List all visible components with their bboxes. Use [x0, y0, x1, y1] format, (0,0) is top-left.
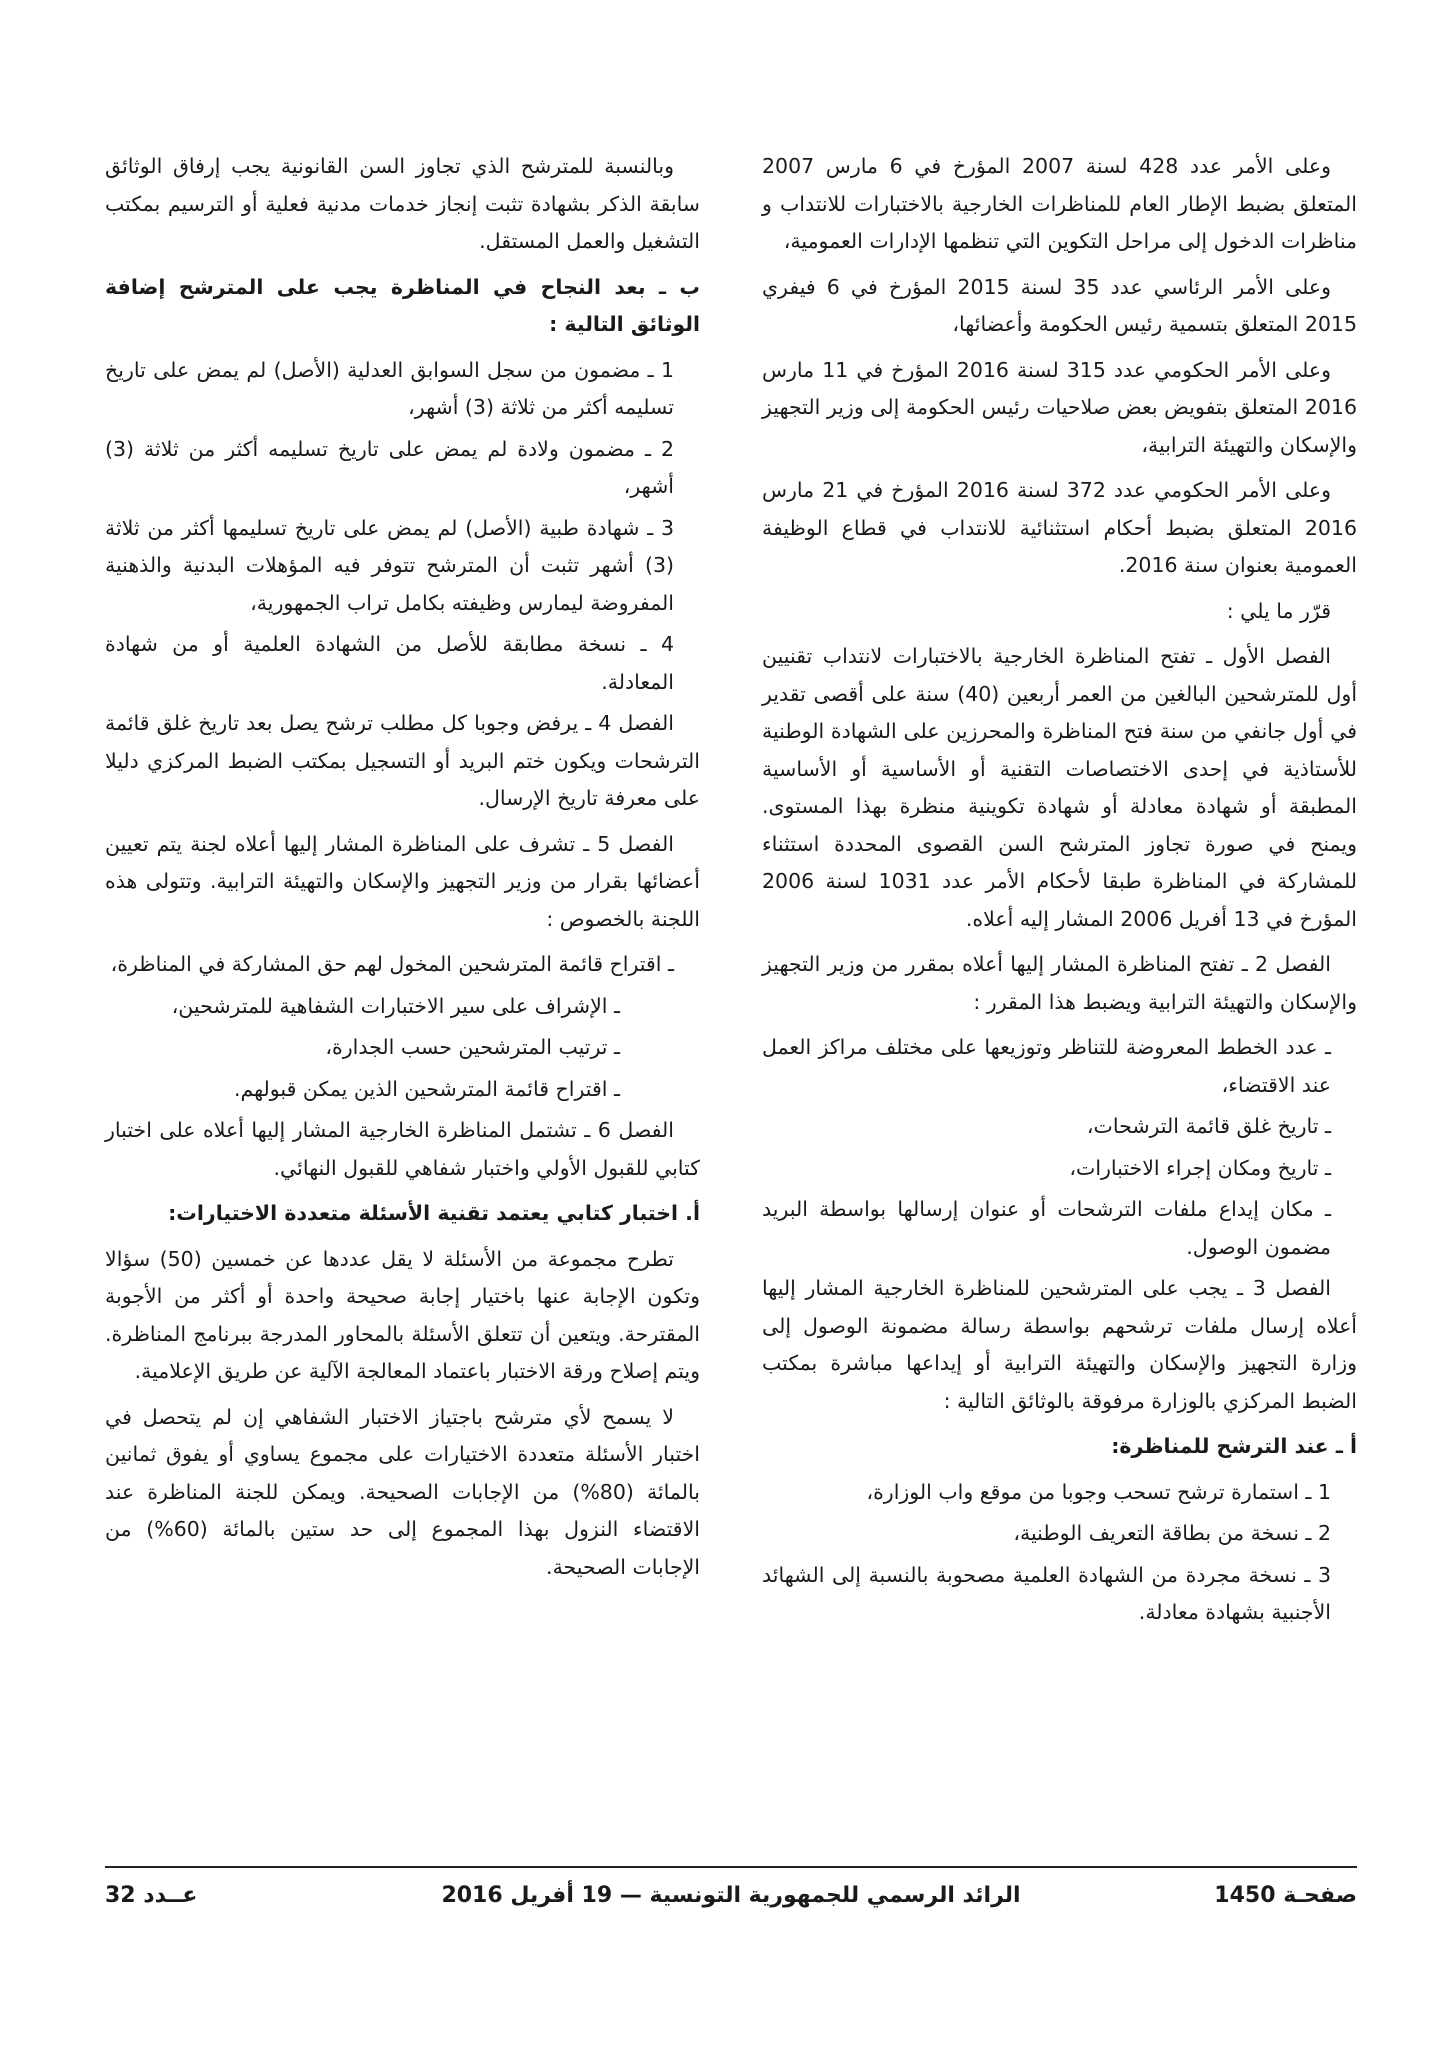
paragraph: وعلى الأمر عدد 428 لسنة 2007 المؤرخ في 6 مارس 2007 المتعلق بضبط الإطار العام للمناظرات الخارجية بالاختبارات للانتداب و مناظرات الدخول إلى مراحل التكوين التي تنظمها الإدارات العمومية،: [762, 154, 1357, 253]
paragraph: الفصل الأول ـ تفتح المناظرة الخارجية بالاختبارات لانتداب تقنيين أول للمترشحين البالغين من العمر أربعين (40) سنة على أقصى تقدير في أول جانفي من سنة فتح المناظرة والمحرزين على الشهادة الوطنية للأستاذية في إحدى الاختصاصات التقنية أو الأساسية أو الأساسية المطبقة أو شهادة معادلة أو شهادة تكوينية منظرة بهذا المستوى. ويمنح في صورة تجاوز المترشح السن القصوى المحددة استثناء للمشاركة في المناظرة طبقا لأحكام الأمر عدد 1031 لسنة 2006 المؤرخ في 13 أفريل 2006 المشار إليه أعلاه.: [762, 644, 1358, 931]
list-item: ـ عدد الخطط المعروضة للتناظر وتوزيعها على مختلف مراكز العمل عند الاقتضاء،: [762, 1035, 1331, 1097]
list-item: ـ تاريخ ومكان إجراء الاختبارات،: [1069, 1155, 1331, 1180]
paragraph: وعلى الأمر الحكومي عدد 315 لسنة 2016 المؤرخ في 11 مارس 2016 المتعلق بتفويض بعض صلاحيات رئيس الحكومة إلى وزير التجهيز والإسكان والتهيئة الترابية،: [762, 357, 1357, 457]
paragraph: تطرح مجموعة من الأسئلة لا يقل عددها عن خمسين (50) سؤالا وتكون الإجابة عنها باختيار إجابة صحيحة واحدة أو أكثر من الأجوبة المقترحة. ويتعين أن تتعلق الأسئلة بالمحاور المدرجة ببرنامج المناظرة. ويتم إصلاح ورقة الاختبار باعتماد المعالجة الآلية عن طريق الإعلامية.: [105, 1246, 700, 1383]
list-item: 1 ـ استمارة ترشح تسحب وجوبا من موقع واب الوزارة،: [866, 1479, 1331, 1504]
right-column: [762, 148, 1357, 1636]
paragraph: وبالنسبة للمترشح الذي تجاوز السن القانونية يجب إرفاق الوثائق سابقة الذكر بشهادة تثبت إنجاز خدمات مدنية فعلية أو الترسيم بمكتب التشغيل والعمل المستقل.: [105, 154, 700, 253]
paragraph: الفصل 2 ـ تفتح المناظرة المشار إليها أعلاه بمقرر من وزير التجهيز والإسكان والتهيئة الترابية ويضبط هذا المقرر :: [762, 952, 1357, 1014]
list-item: ـ الإشراف على سير الاختبارات الشفاهية للمترشحين،: [171, 993, 620, 1018]
list-item: ـ اقتراح قائمة المترشحين المخول لهم حق المشاركة في المناظرة،: [110, 952, 674, 976]
left-column: [105, 148, 700, 1594]
list-item: 1 ـ مضمون من سجل السوابق العدلية (الأصل) لم يمض على تاريخ تسليمه أكثر من ثلاثة (3) أشهر،: [105, 357, 674, 419]
footer-divider: [105, 1866, 1357, 1868]
page-number: صفحـة 1450: [1214, 1883, 1357, 1908]
paragraph: الفصل 5 ـ تشرف على المناظرة المشار إليها أعلاه لجنة يتم تعيين أعضائها بقرار من وزير التجهيز والإسكان والتهيئة الترابية. وتتولى هذه اللجنة بالخصوص :: [105, 831, 700, 931]
journal-title-date: الرائد الرسمي للجمهورية التونسية — 19 أفريل 2016: [441, 1883, 1021, 1908]
list-item: 3 ـ نسخة مجردة من الشهادة العلمية مصحوبة بالنسبة إلى الشهائد الأجنبية بشهادة معادلة.: [762, 1562, 1331, 1624]
paragraph: قرّر ما يلي :: [1226, 598, 1331, 623]
paragraph: وعلى الأمر الرئاسي عدد 35 لسنة 2015 المؤرخ في 6 فيفري 2015 المتعلق بتسمية رئيس الحكومة وأعضائها،: [762, 274, 1357, 336]
list-item: 3 ـ شهادة طبية (الأصل) لم يمض على تاريخ تسليمها أكثر من ثلاثة (3) أشهر تثبت أن المترشح تتوفر فيه المؤهلات البدنية والذهنية المفروضة ليمارس وظيفته بكامل تراب الجمهورية،: [105, 515, 674, 615]
list-item: ـ مكان إيداع ملفات الترشحات أو عنوان إرسالها بواسطة البريد مضمون الوصول.: [762, 1197, 1331, 1259]
list-item: 2 ـ نسخة من بطاقة التعريف الوطنية،: [1013, 1521, 1331, 1545]
page-footer: [105, 1876, 1357, 1916]
paragraph: لا يسمح لأي مترشح باجتياز الاختبار الشفاهي إن لم يتحصل في اختبار الأسئلة متعددة الاختيارات على مجموع يساوي أو يفوق ثمانين بالمائة (80%) من الإجابات الصحيحة. ويمكن للجنة المناظرة عند الاقتضاء النزول بهذا المجموع إلى حد ستين بالمائة (60%) من الإجابات الصحيحة.: [105, 1404, 700, 1579]
paragraph: الفصل 3 ـ يجب على المترشحين للمناظرة الخارجية المشار إليها أعلاه إرسال ملفات ترشحهم بواسطة رسالة مضمونة الوصول إلى وزارة التجهيز والإسكان والتهيئة الترابية أو إيداعها مباشرة بمكتب الضبط المركزي بالوزارة مرفوقة بالوثائق التالية :: [762, 1276, 1357, 1413]
paragraph: الفصل 4 ـ يرفض وجوبا كل مطلب ترشح يصل بعد تاريخ غلق قائمة الترشحات ويكون ختم البريد أو التسجيل بمكتب الضبط المركزي دليلا على معرفة تاريخ الإرسال.: [105, 711, 700, 810]
list-item: ـ تاريخ غلق قائمة الترشحات،: [1086, 1114, 1331, 1138]
paragraph: الفصل 6 ـ تشتمل المناظرة الخارجية المشار إليها أعلاه على اختبار كتابي للقبول الأولي واختبار شفاهي للقبول النهائي.: [105, 1118, 700, 1180]
section-heading: أ ـ عند الترشح للمناظرة:: [1111, 1434, 1357, 1458]
paragraph: وعلى الأمر الحكومي عدد 372 لسنة 2016 المؤرخ في 21 مارس 2016 المتعلق بضبط أحكام استثنائية للانتداب في قطاع الوظيفة العمومية بعنوان سنة 2016.: [762, 478, 1357, 577]
list-item: ـ ترتيب المترشحين حسب الجدارة،: [325, 1035, 620, 1059]
list-item: ـ اقتراح قائمة المترشحين الذين يمكن قبولهم.: [233, 1076, 620, 1101]
issue-number: عــدد 32: [105, 1883, 198, 1908]
section-heading: ب ـ بعد النجاح في المناظرة يجب على المترشح إضافة الوثائق التالية :: [105, 274, 700, 336]
list-item: 4 ـ نسخة مطابقة للأصل من الشهادة العلمية أو من شهادة المعادلة.: [105, 632, 674, 694]
section-heading: أ. اختبار كتابي يعتمد تقنية الأسئلة متعددة الاختيارات:: [168, 1201, 700, 1225]
list-item: 2 ـ مضمون ولادة لم يمض على تاريخ تسليمه أكثر من ثلاثة (3) أشهر،: [105, 436, 674, 498]
